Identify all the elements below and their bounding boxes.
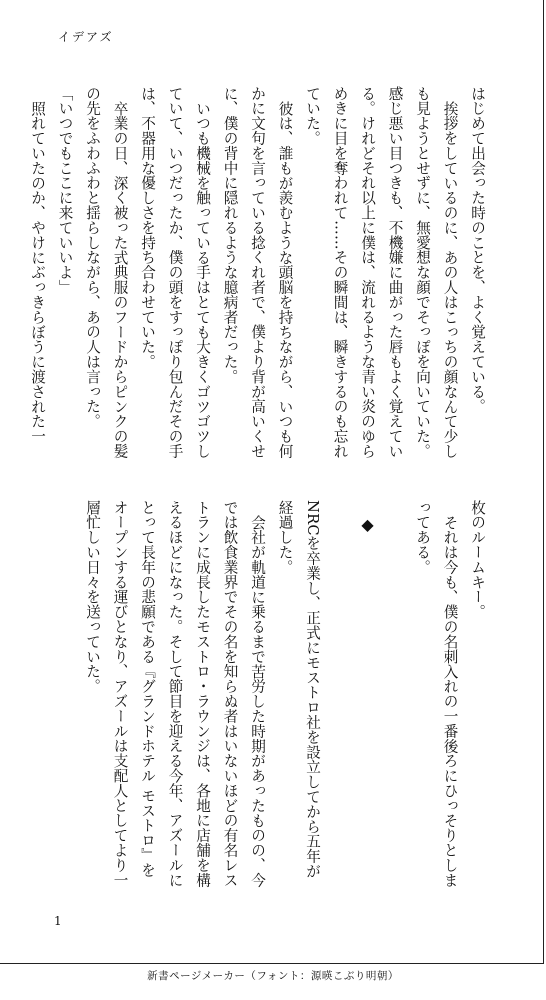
blank-line [381, 500, 409, 890]
running-header-title: イデアズ [58, 30, 114, 44]
paragraph: いつも機械を触っている手はとても大きくゴツゴツしていて、いつだったか、僕の頭をすっぽり包んだその手は、不器用な優しさを持ち合わせていた。 [139, 86, 211, 459]
paragraph: 照れていたのか、やけにぶっきらぼうに渡された一 [29, 100, 46, 444]
footer-credit: 新書ページメーカー（フォント：源暎こぶり明朝） [147, 970, 399, 982]
paragraph: はじめて出会った時のことを、よく覚えている。 [469, 86, 486, 414]
dialogue-line: 「いつでもここに来ていいよ」 [56, 86, 74, 295]
paragraph-continuation: 枚のルームキー。 [469, 500, 486, 620]
paragraph: 卒業の日、深く被った式典服のフードからピンクの髪の先をふわふわと揺らしながら、あの人は言った。 [84, 86, 129, 459]
text-block-top [24, 86, 492, 472]
text-block-bottom [79, 500, 492, 890]
blank-line [326, 500, 354, 890]
paragraph: 彼は、誰もが羨むような頭脳を持ちながら、いつも何かに文句を言っている捻くれ者で、僕より背が高いくせに、僕の背中に隠れるような臆病者だった。 [221, 86, 294, 459]
paragraph: 挨拶をしているのに、あの人はこっちの顔なんて少しも見ようとせずに、無愛想な顔でそっぽを向いていた。感じ悪い目つきも、不機嫌に曲がった唇もよく覚えている。けれどそれ以上に僕は、流れるような青い炎のゆらめきに目を奪われて……その瞬間は、瞬きするのも忘れていた。 [304, 86, 459, 459]
paragraph: 会社が軌道に乗るまで苦労した時期があったものの、今では飲食業界でその名を知らぬ者はいないほどの有名レストランに成長したモストロ・ラウンジは、各地に店舗を構えるほどになった。そして節目を迎える今年、アズールにとって長年の悲願である『グランドホテル モストロ』をオープンする運びとなり、アズールは支配人としてより一層忙しい日々を送っていた。 [84, 500, 266, 888]
paragraph: NRCを卒業し、正式にモストロ社を設立してから五年が経過した。 [276, 500, 321, 879]
diamond-icon: ◆ [358, 514, 377, 534]
section-break-marker [354, 500, 382, 890]
page-number: 1 [54, 914, 62, 928]
paragraph: それは今も、僕の名刺入れの一番後ろにひっそりとしまってある。 [414, 500, 459, 888]
